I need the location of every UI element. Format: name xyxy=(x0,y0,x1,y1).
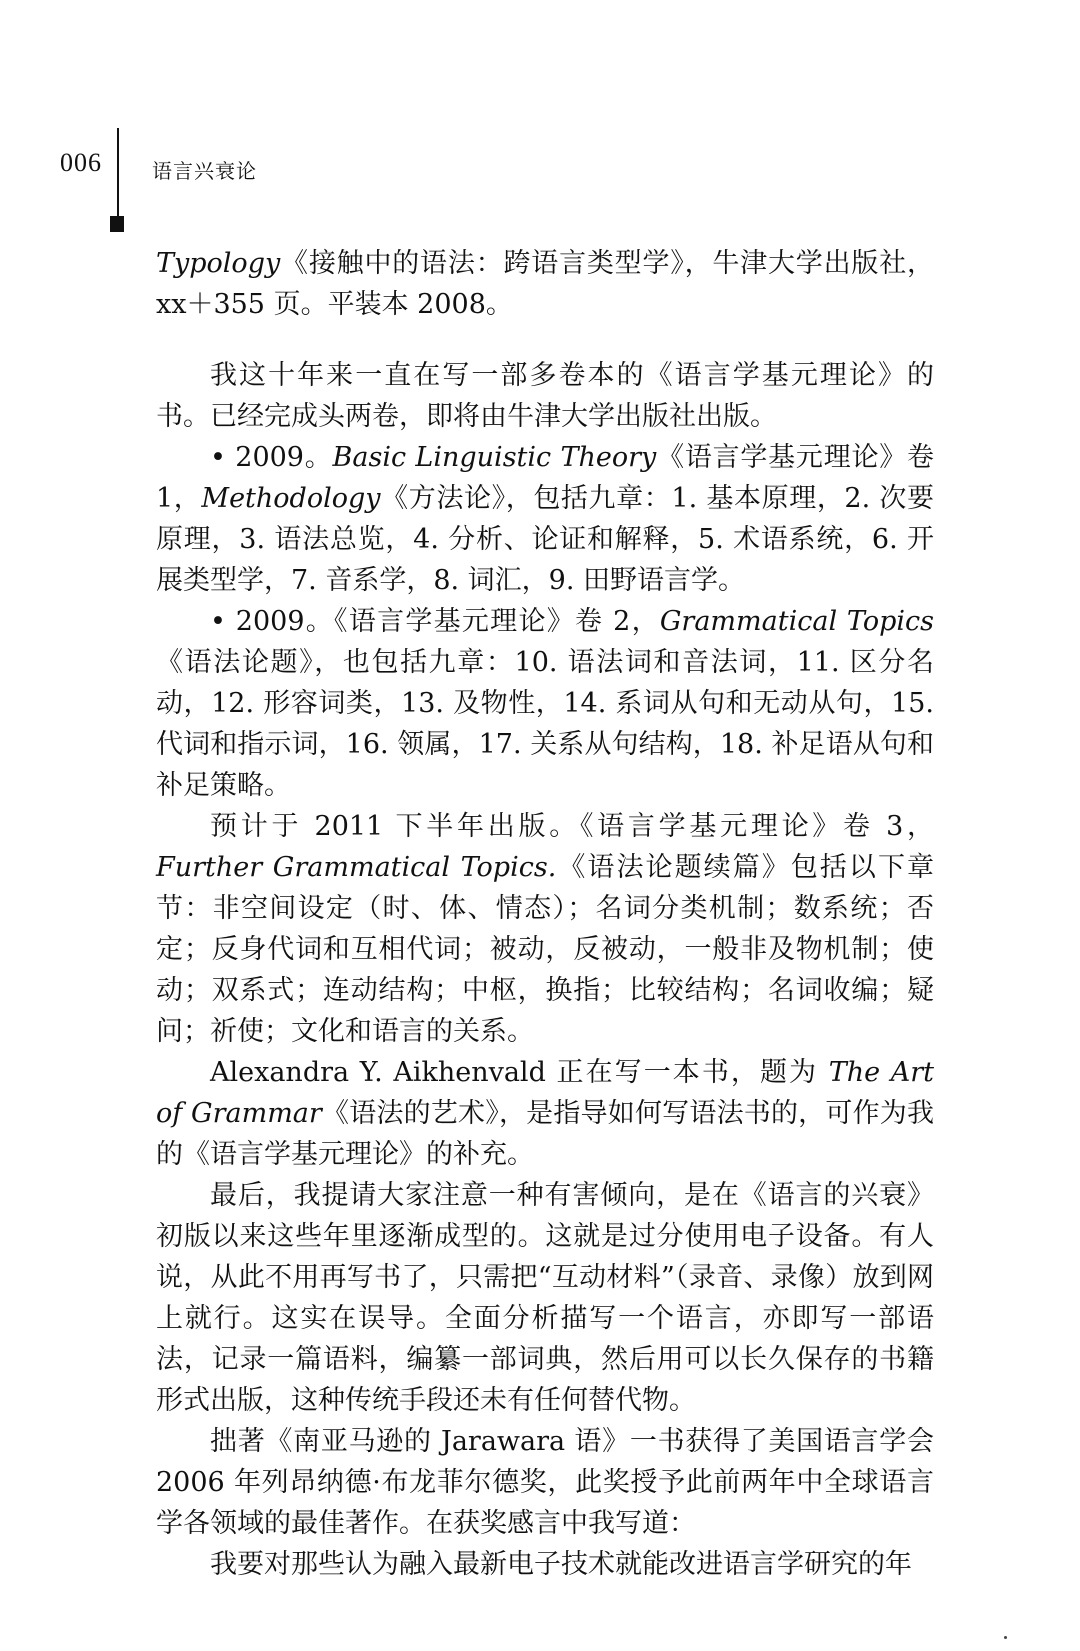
running-title: 语言兴衰论 xyxy=(152,159,257,183)
paragraph-text: 《语法论题续篇》包括以下章节：非空间设定（时、体、情态）；名词分类机制；数系统；否定；反身代词和互相代词；被动，反被动，一般非及物机制；使动；双系式；连动结构；中枢，换指；比较结构；名词收编；疑问；祈使；文化和语言的关系。 xyxy=(156,852,935,1047)
paragraph-text: 《语法的艺术》，是指导如何写语法书的，可作为我的《语言学基元理论》的补充。 xyxy=(156,1098,934,1170)
header-rule xyxy=(117,128,119,228)
book-title-italic: The Art of Grammar xyxy=(156,1057,934,1129)
page-number: 006 xyxy=(60,148,102,177)
paragraph-multivolume: 我这十年来一直在写一部多卷本的《语言学基元理论》的书。已经完成头两卷，即将由牛津大学出版社出版。 xyxy=(156,360,934,432)
paragraph-text: • 2009。 xyxy=(210,442,333,473)
stray-dot xyxy=(1004,1636,1007,1639)
paragraph-quote-start: 我要对那些认为融入最新电子技术就能改进语言学研究的年 xyxy=(210,1549,912,1580)
paragraph-reference-end xyxy=(156,243,934,325)
paragraph-text: 预计于 2011 下半年出版。《语言学基元理论》卷 3， xyxy=(210,811,934,842)
book-title-italic: Further Grammatical Topics. xyxy=(156,852,557,883)
body-text xyxy=(156,355,934,1585)
paragraph-volume-1 xyxy=(156,437,934,601)
paragraph-volume-2 xyxy=(156,601,934,806)
paragraph-award: 拙著《南亚马逊的 Jarawara 语》一书获得了美国语言学会 2006 年列昂纳德·布龙菲尔德奖，此奖授予此前两年中全球语言学各领域的最佳著作。在获奖感言中我写道： xyxy=(156,1426,934,1539)
book-title-italic: Grammatical Topics xyxy=(659,606,934,637)
header-block-mark xyxy=(110,216,124,232)
book-title-italic: Methodology xyxy=(201,483,381,514)
paragraph-electronic-devices: 最后，我提请大家注意一种有害倾向，是在《语言的兴衰》初版以来这些年里逐渐成型的。这就是过分使用电子设备。有人说，从此不用再写书了，只需把“互动材料”（录音、录像）放到网上就行。这实在误导。全面分析描写一个语言，亦即写一部语法，记录一篇语料，编纂一部词典，然后用可以长久保存的书籍形式出版，这种传统手段还未有任何替代物。 xyxy=(156,1180,934,1416)
paragraph-text: 《方法论》，包括九章：1. 基本原理，2. 次要原理，3. 语法总览，4. 分析、论证和解释，5. 术语系统，6. 开展类型学，7. 音系学，8. 词汇，9. 田野语言学。 xyxy=(156,483,935,596)
paragraph-text: • 2009。《语言学基元理论》卷 2， xyxy=(210,606,660,637)
book-title-italic: Basic Linguistic Theory xyxy=(332,442,657,473)
book-title-italic: Typology xyxy=(156,248,281,279)
body-text xyxy=(156,243,934,325)
paragraph-text: 《接触中的语法：跨语言类型学》，牛津大学出版社，xx＋355 页。平装本 2008。 xyxy=(156,248,934,320)
paragraph-text: Alexandra Y. Aikhenvald 正在写一本书，题为 xyxy=(210,1057,829,1088)
paragraph-text: 《语言学基元理论》卷 1， xyxy=(156,442,934,514)
paragraph-art-of-grammar xyxy=(156,1052,934,1175)
paragraph-text: 《语法论题》，也包括九章：10. 语法词和音法词，11. 区分名动，12. 形容词类，13. 及物性，14. 系词从句和无动从句，15. 代词和指示词，16. 领属，17. 关系从句结构，18. 补足语从句和补足策略。 xyxy=(156,647,934,801)
paragraph-volume-3 xyxy=(156,806,934,1052)
